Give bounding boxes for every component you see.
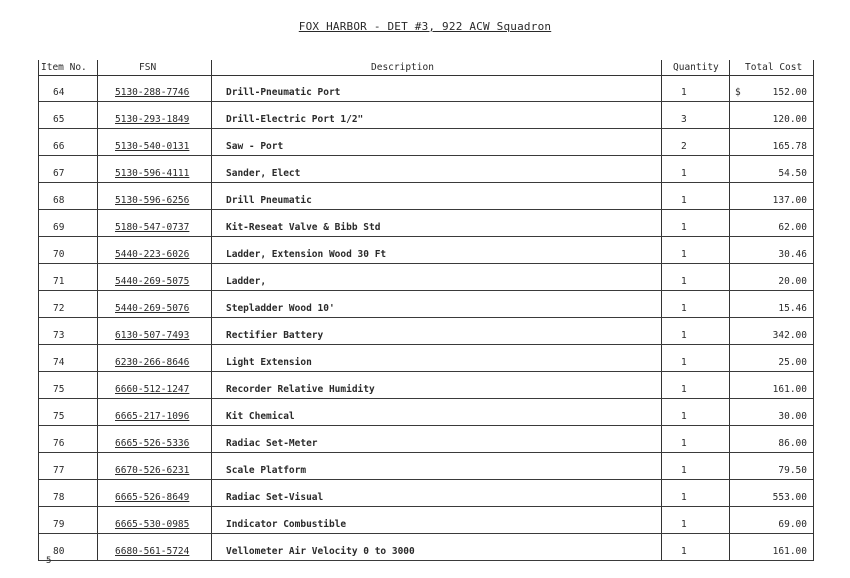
header-description: Description xyxy=(371,62,434,73)
fsn-value: 5130-540-0131 xyxy=(115,141,190,152)
total-cost-value: 79.50 xyxy=(778,465,807,476)
table-row xyxy=(39,507,813,534)
quantity-value: 1 xyxy=(681,303,687,314)
description-value: Drill-Electric Port 1/2" xyxy=(226,114,364,125)
quantity-value: 1 xyxy=(681,438,687,449)
item-number: 68 xyxy=(53,195,65,206)
description-value: Rectifier Battery xyxy=(226,330,324,341)
item-number: 74 xyxy=(53,357,65,368)
description-value: Recorder Relative Humidity xyxy=(226,384,375,395)
quantity-value: 1 xyxy=(681,384,687,395)
table-row xyxy=(39,372,813,399)
quantity-value: 1 xyxy=(681,465,687,476)
total-cost-value: 161.00 xyxy=(772,384,807,395)
total-cost-value: 553.00 xyxy=(772,492,807,503)
total-cost-value: 62.00 xyxy=(778,222,807,233)
fsn-value: 6665-526-8649 xyxy=(115,492,190,503)
description-value: Kit-Reseat Valve & Bibb Std xyxy=(226,222,381,233)
total-cost-value: 20.00 xyxy=(778,276,807,287)
fsn-value: 6230-266-8646 xyxy=(115,357,190,368)
total-cost-value: 69.00 xyxy=(778,519,807,530)
table-row xyxy=(39,399,813,426)
description-value: Scale Platform xyxy=(226,465,307,476)
header-quantity: Quantity xyxy=(673,62,719,73)
total-cost-value: 54.50 xyxy=(778,168,807,179)
total-cost-value: 152.00 xyxy=(772,87,807,98)
description-value: Ladder, xyxy=(226,276,267,287)
table-row xyxy=(39,264,813,291)
quantity-value: 3 xyxy=(681,114,687,125)
table-row xyxy=(39,426,813,453)
item-number: 75 xyxy=(53,384,65,395)
item-number: 64 xyxy=(53,87,65,98)
table-row xyxy=(39,183,813,210)
quantity-value: 1 xyxy=(681,492,687,503)
document-title xyxy=(0,20,850,33)
table-body xyxy=(39,75,813,561)
total-cost-value: 25.00 xyxy=(778,357,807,368)
fsn-value: 5130-288-7746 xyxy=(115,87,190,98)
quantity-value: 1 xyxy=(681,519,687,530)
quantity-value: 1 xyxy=(681,357,687,368)
description-value: Ladder, Extension Wood 30 Ft xyxy=(226,249,387,260)
table-row xyxy=(39,345,813,372)
item-number: 75 xyxy=(53,411,65,422)
description-value: Saw - Port xyxy=(226,141,284,152)
fsn-value: 6665-526-5336 xyxy=(115,438,190,449)
fsn-value: 6665-217-1096 xyxy=(115,411,190,422)
table-row xyxy=(39,291,813,318)
fsn-value: 6680-561-5724 xyxy=(115,546,190,557)
header-total-cost: Total Cost xyxy=(745,62,803,73)
description-value: Drill-Pneumatic Port xyxy=(226,87,341,98)
table-row xyxy=(39,129,813,156)
header-item-no: Item No. xyxy=(41,62,87,73)
total-cost-value: 30.46 xyxy=(778,249,807,260)
total-cost-value: 86.00 xyxy=(778,438,807,449)
fsn-value: 6130-507-7493 xyxy=(115,330,190,341)
table-row xyxy=(39,237,813,264)
item-number: 80 xyxy=(53,546,65,557)
quantity-value: 1 xyxy=(681,249,687,260)
total-cost-value: 165.78 xyxy=(772,141,807,152)
fsn-value: 5130-596-4111 xyxy=(115,168,190,179)
description-value: Sander, Elect xyxy=(226,168,301,179)
table-row xyxy=(39,480,813,507)
fsn-value: 5180-547-0737 xyxy=(115,222,190,233)
document-title-text: FOX HARBOR - DET #3, 922 ACW Squadron xyxy=(298,20,552,33)
description-value: Kit Chemical xyxy=(226,411,295,422)
table-row xyxy=(39,534,813,561)
item-number: 71 xyxy=(53,276,65,287)
total-cost-value: 161.00 xyxy=(772,546,807,557)
fsn-value: 5130-293-1849 xyxy=(115,114,190,125)
table-row xyxy=(39,75,813,102)
quantity-value: 1 xyxy=(681,330,687,341)
table-row xyxy=(39,102,813,129)
item-number: 73 xyxy=(53,330,65,341)
description-value: Light Extension xyxy=(226,357,312,368)
item-number: 67 xyxy=(53,168,65,179)
description-value: Radiac Set-Meter xyxy=(226,438,318,449)
description-value: Stepladder Wood 10' xyxy=(226,303,335,314)
table-row xyxy=(39,318,813,345)
page-mark: 5 xyxy=(46,556,52,566)
fsn-value: 5440-223-6026 xyxy=(115,249,190,260)
currency-symbol: $ xyxy=(735,87,741,98)
table-row xyxy=(39,453,813,480)
total-cost-value: 15.46 xyxy=(778,303,807,314)
fsn-value: 6660-512-1247 xyxy=(115,384,190,395)
quantity-value: 1 xyxy=(681,222,687,233)
table-row xyxy=(39,156,813,183)
item-number: 79 xyxy=(53,519,65,530)
item-number: 77 xyxy=(53,465,65,476)
item-number: 65 xyxy=(53,114,65,125)
quantity-value: 1 xyxy=(681,87,687,98)
inventory-table xyxy=(38,60,814,561)
description-value: Indicator Combustible xyxy=(226,519,347,530)
header-fsn: FSN xyxy=(139,62,157,73)
item-number: 66 xyxy=(53,141,65,152)
quantity-value: 1 xyxy=(681,276,687,287)
item-number: 70 xyxy=(53,249,65,260)
total-cost-value: 30.00 xyxy=(778,411,807,422)
quantity-value: 1 xyxy=(681,168,687,179)
description-value: Vellometer Air Velocity 0 to 3000 xyxy=(226,546,415,557)
item-number: 69 xyxy=(53,222,65,233)
total-cost-value: 342.00 xyxy=(772,330,807,341)
quantity-value: 1 xyxy=(681,546,687,557)
total-cost-value: 137.00 xyxy=(772,195,807,206)
item-number: 76 xyxy=(53,438,65,449)
quantity-value: 1 xyxy=(681,411,687,422)
fsn-value: 5440-269-5076 xyxy=(115,303,190,314)
table-row xyxy=(39,210,813,237)
description-value: Radiac Set-Visual xyxy=(226,492,324,503)
fsn-value: 5130-596-6256 xyxy=(115,195,190,206)
quantity-value: 1 xyxy=(681,195,687,206)
item-number: 78 xyxy=(53,492,65,503)
fsn-value: 5440-269-5075 xyxy=(115,276,190,287)
quantity-value: 2 xyxy=(681,141,687,152)
item-number: 72 xyxy=(53,303,65,314)
fsn-value: 6670-526-6231 xyxy=(115,465,190,476)
table-header xyxy=(39,60,813,75)
total-cost-value: 120.00 xyxy=(772,114,807,125)
description-value: Drill Pneumatic xyxy=(226,195,312,206)
fsn-value: 6665-530-0985 xyxy=(115,519,190,530)
